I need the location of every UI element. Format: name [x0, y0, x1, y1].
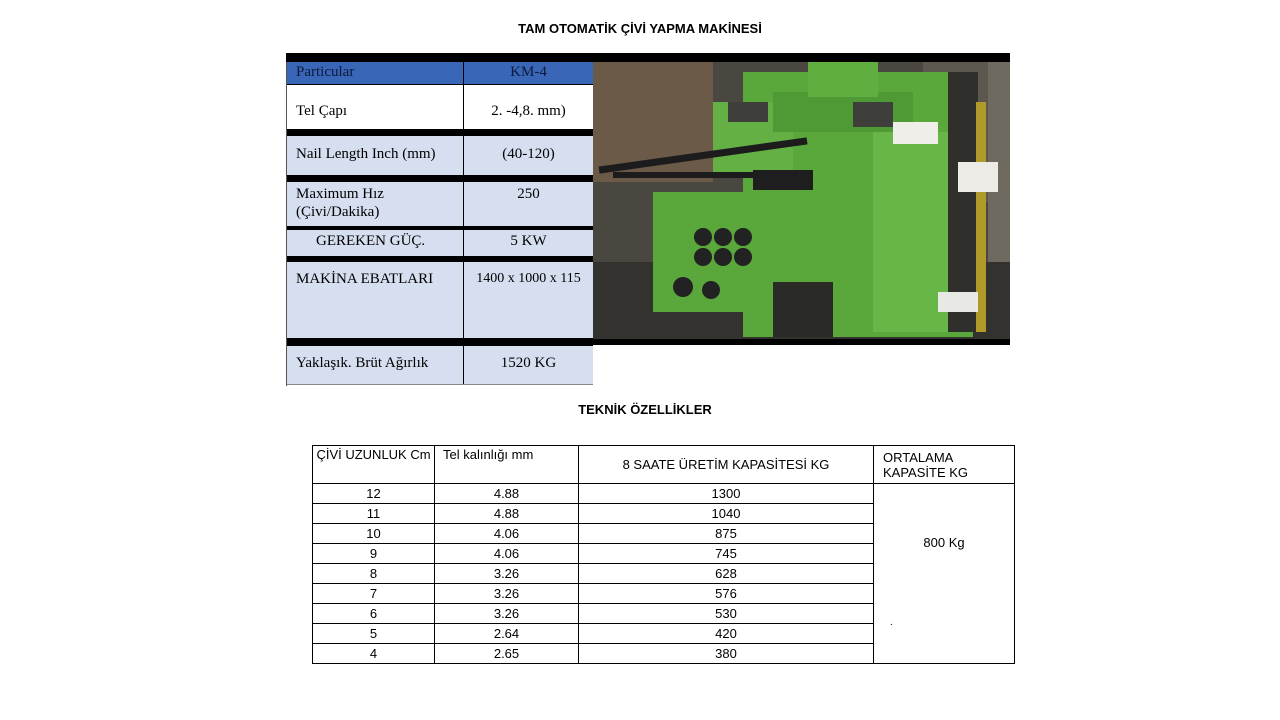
spec-label: GEREKEN GÜÇ.	[316, 233, 426, 249]
spec-value: (40-120)	[463, 136, 593, 175]
machine-illustration	[593, 62, 1010, 342]
cell-thickness: 4.06	[435, 524, 579, 544]
note-mark: .	[890, 617, 893, 628]
col-header-avg-capacity: ORTALAMA KAPASİTE KG	[874, 446, 1015, 484]
cell-length: 7	[313, 584, 435, 604]
cell-length: 5	[313, 624, 435, 644]
cell-capacity: 380	[579, 644, 874, 664]
spec-label: MAKİNA EBATLARI	[296, 271, 434, 287]
document-title: TAM OTOMATİK ÇİVİ YAPMA MAKİNESİ	[518, 21, 762, 36]
cell-capacity: 1300	[579, 484, 874, 504]
cell-capacity: 576	[579, 584, 874, 604]
spec-row	[286, 136, 593, 175]
spec-label: Yaklaşık. Brüt Ağırlık	[296, 355, 429, 371]
table-row	[313, 484, 1015, 504]
spec-header-label: Particular	[296, 64, 355, 80]
spec-row	[286, 182, 593, 226]
machine-photo	[593, 62, 1010, 342]
spec-row	[286, 346, 593, 385]
cell-capacity: 875	[579, 524, 874, 544]
spec-header-value: KM-4	[463, 62, 593, 84]
cell-capacity: 628	[579, 564, 874, 584]
cell-capacity: 1040	[579, 504, 874, 524]
cell-capacity: 530	[579, 604, 874, 624]
spec-value: 5 KW	[463, 230, 593, 256]
table-header-row	[313, 446, 1015, 484]
col-header-wire-thickness: Tel kalınlığı mm	[435, 446, 579, 484]
cell-thickness: 2.65	[435, 644, 579, 664]
cell-length: 10	[313, 524, 435, 544]
cell-length: 11	[313, 504, 435, 524]
spec-row	[286, 262, 593, 338]
cell-length: 4	[313, 644, 435, 664]
spec-value: 2. -4,8. mm)	[463, 85, 593, 129]
cell-thickness: 4.88	[435, 504, 579, 524]
cell-thickness: 3.26	[435, 584, 579, 604]
cell-thickness: 4.06	[435, 544, 579, 564]
section-subtitle: TEKNİK ÖZELLİKLER	[578, 402, 712, 417]
cell-length: 9	[313, 544, 435, 564]
cell-length: 8	[313, 564, 435, 584]
spec-label: Tel Çapı	[296, 103, 348, 119]
capacity-table	[312, 445, 1015, 664]
cell-length: 12	[313, 484, 435, 504]
spec-table	[286, 53, 593, 385]
spec-value: 250	[463, 182, 593, 226]
spec-row	[286, 85, 593, 129]
cell-length: 6	[313, 604, 435, 624]
cell-capacity: 745	[579, 544, 874, 564]
cell-thickness: 3.26	[435, 564, 579, 584]
spec-header-row	[286, 62, 593, 85]
spec-label: Maximum Hız (Çivi/Dakika)	[296, 186, 384, 220]
spec-row	[286, 230, 593, 256]
photo-bottom-border	[593, 339, 1010, 345]
spec-table-top-border	[286, 53, 1010, 62]
spec-value: 1400 x 1000 x 115	[463, 262, 593, 338]
spec-value: 1520 KG	[463, 346, 593, 384]
cell-thickness: 4.88	[435, 484, 579, 504]
cell-capacity: 420	[579, 624, 874, 644]
col-header-length: ÇİVİ UZUNLUK Cm	[313, 446, 435, 484]
cell-average: 800 Kg	[874, 484, 1015, 664]
cell-thickness: 2.64	[435, 624, 579, 644]
cell-thickness: 3.26	[435, 604, 579, 624]
col-header-capacity-8h: 8 SAATE ÜRETİM KAPASİTESİ KG	[579, 446, 874, 484]
spec-label: Nail Length Inch (mm)	[296, 146, 436, 162]
